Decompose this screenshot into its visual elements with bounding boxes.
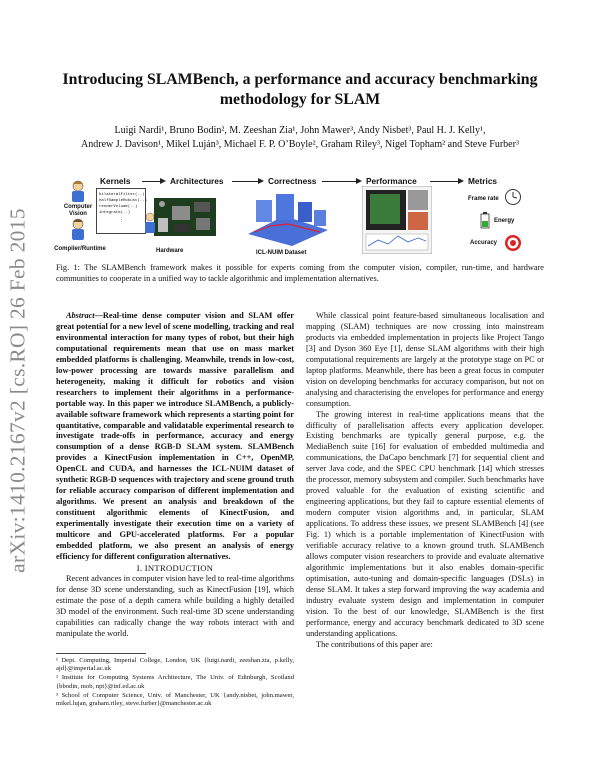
compiler-runtime-label: Compiler/Runtime xyxy=(54,246,106,252)
kernel-item: integrate(..) xyxy=(99,211,131,215)
frame-rate-label: Frame rate xyxy=(468,196,499,202)
arrow-head xyxy=(258,178,264,184)
arrow-head xyxy=(160,178,166,184)
arrow-line xyxy=(322,181,358,182)
body-paragraph-3: The contributions of this paper are: xyxy=(316,639,433,649)
stage-correctness: Correctness xyxy=(268,176,317,186)
author-line-2: Andrew J. Davison¹, Mikel Luján³, Michael F. P. O’Boyle², Graham Riley³, Nigel Topham² and Steve Furber³ xyxy=(81,139,519,150)
author-line-1: Luigi Nardi¹, Bruno Bodin², M. Zeeshan Zia¹, John Mawer³, Andy Nisbet³, Paul H. J. Kelly¹, xyxy=(114,125,486,136)
arrow-line xyxy=(142,181,162,182)
arrow-line xyxy=(232,181,260,182)
hardware-person-icon xyxy=(142,212,158,234)
abstract xyxy=(56,311,294,563)
energy-battery-icon xyxy=(478,212,492,230)
abstract-lead: Abstract xyxy=(66,311,95,320)
left-column xyxy=(56,311,294,640)
performance-plot-image xyxy=(362,186,432,254)
kernel-item: bilateralFilter(..) xyxy=(99,193,145,197)
section-heading: I. INTRODUCTION xyxy=(136,562,214,573)
footnotes xyxy=(56,657,294,709)
stage-kernels: Kernels xyxy=(100,176,131,186)
icl-nuim-dataset-image xyxy=(244,186,332,248)
abstract-text: —Real-time dense computer vision and SLAM offer great potential for a new level of scene modelling, tracking and real environmental interaction for many types of robot, but their high computational requirements mean that use on mass market embedded platforms is challenging. Meanwhile, trends in low-cost, low-power processing are towards massive parallelism and heterogeneity, making it difficult for robotics and vision researchers to implement their algorithms in a performance-portable way. In this paper we introduce SLAMBench, a publicly-available software framework which represents a starting point for quantitative, comparable and validatable experimental research to investigate trade-offs in performance, accuracy and energy consumption of a dense RGB-D SLAM system. SLAMBench provides a KinectFusion implementation in C++, OpenMP, OpenCL and CUDA, and harnesses the ICL-NUIM dataset of synthetic RGB-D sequences with trajectory and scene ground truth for reliable accuracy comparison of different implementation and algorithms. We present an analysis and breakdown of the constituent algorithmic elements of KinectFusion, and experimentally investigate their execution time on a variety of multicore and GPU-accelerated platforms. For a popular embedded platform, we also present an analysis of energy efficiency for different configuration alternatives. xyxy=(56,311,294,561)
arxiv-stamp: arXiv:1410.2167v2 [cs.RO] 26 Feb 2015 xyxy=(5,208,30,573)
arrow-head xyxy=(356,178,362,184)
body-paragraph-1: While classical point feature-based simultaneous localisation and mapping (SLAM) techniques are now crossing into mainstream products via embedded implementation in projects like Project Tango [3] and Dyson 360 Eye [1], dense SLAM algorithms with their high computational requirements are largely at the prototype stage on PC or laptop platforms. Meanwhile, there has been a great focus in computer vision on developing benchmarks for accuracy comparison, but not on analysing and characterising the envelopes for performance and energy consumption. xyxy=(306,311,544,408)
dataset-label: ICL-NUIM Dataset xyxy=(256,250,307,256)
kernel-item: halfSampleRobust(..) xyxy=(99,199,148,203)
accuracy-label: Accuracy xyxy=(470,240,498,246)
figure-1 xyxy=(56,172,544,260)
arrow-line xyxy=(430,181,460,182)
body-paragraph-2: The growing interest in real-time applications means that the difficulty of parallelisation affects every application developer. Existing benchmarks are typically general purpose, e.g. the MediaBench suite [16] for evaluation of embedded multimedia and communications, the DaCapo benchmark [7] for sequential client and server Java code, and the SPEC CPU benchmark [14] which stresses the processor, memory subsystem and compiler. Such benchmarks have proved valuable for the evaluation of existing scientific and engineering applications, but they fail to capture essential elements of modern computer vision algorithms and, in particular, SLAM applications. To address these issues, we present SLAMBench [4] (see Fig. 1) which is a portable implementation of KinectFusion with verifiable accuracy relative to a known ground truth. SLAMBench allows computer vision researchers to provide and evaluate alternative algorithmic implementations but it also enables domain-specific optimisation, auto-tuning and domain-specific languages (DSLs) in dense SLAM. It takes a step forward improving the way academia and industry evaluate system design and implementation in computer vision. To the best of our knowledge, SLAMBench is the first performance, energy and accuracy benchmark dedicated to 3D scene understanding applications. xyxy=(306,409,544,638)
stage-metrics: Metrics xyxy=(468,176,498,186)
footnote-2: ² Institute for Computing Systems Architecture, The Univ. of Edinburgh, Scotland {bbodin, mob, npt}@inf.ed.ac.uk xyxy=(56,674,294,690)
computer-vision-label: Computer Vision xyxy=(63,204,93,217)
hardware-board-image xyxy=(152,188,218,242)
intro-paragraph: Recent advances in computer vision have led to real-time algorithms for dense 3D scene understanding, such as KinectFusion [19], which estimate the pose of a depth camera while building a highly detailed 3D model of the environment. Such real-time 3D scene understanding capabilities can radically change the way robots interact with and manipulate the world. xyxy=(56,573,294,638)
footnote-1: ¹ Dept. Computing, Imperial College, London, UK {luigi.nardi, zeeshan.zia, p.kelly, ajd}@imperial.ac.uk xyxy=(56,657,294,673)
right-column xyxy=(306,311,544,651)
arrow-head xyxy=(458,178,464,184)
clock-icon xyxy=(504,188,522,206)
hardware-label: Hardware xyxy=(156,248,184,254)
computer-vision-person-icon xyxy=(66,180,90,204)
kernel-list-box: bilateralFilter(..) halfSampleRobust(..) renderVolume(..) integrate(..) ⋮ xyxy=(96,188,146,234)
stage-performance: Performance xyxy=(366,176,417,186)
energy-label: Energy xyxy=(494,218,515,224)
author-list xyxy=(56,124,544,152)
kernel-item: renderVolume(..) xyxy=(99,205,138,209)
paper-title: Introducing SLAMBench, a performance and accuracy benchmarking methodology for SLAM xyxy=(62,71,538,108)
footnote-rule xyxy=(56,653,146,654)
target-icon xyxy=(504,234,522,252)
stage-architectures: Architectures xyxy=(170,176,224,186)
figure-caption: Fig. 1: The SLAMBench framework makes it possible for experts coming from the computer vision, compiler, run-time, and hardware communities to cooperate in a unified way to tackle algorithmic and implementation alternatives. xyxy=(56,263,544,283)
compiler-person-icon xyxy=(66,218,90,242)
footnote-3: ³ School of Computer Science, Univ. of Manchester, UK {andy.nisbet, john.mawer, mikel.lujan, graham.riley, steve.furber}@manchester.ac.uk xyxy=(56,691,294,708)
